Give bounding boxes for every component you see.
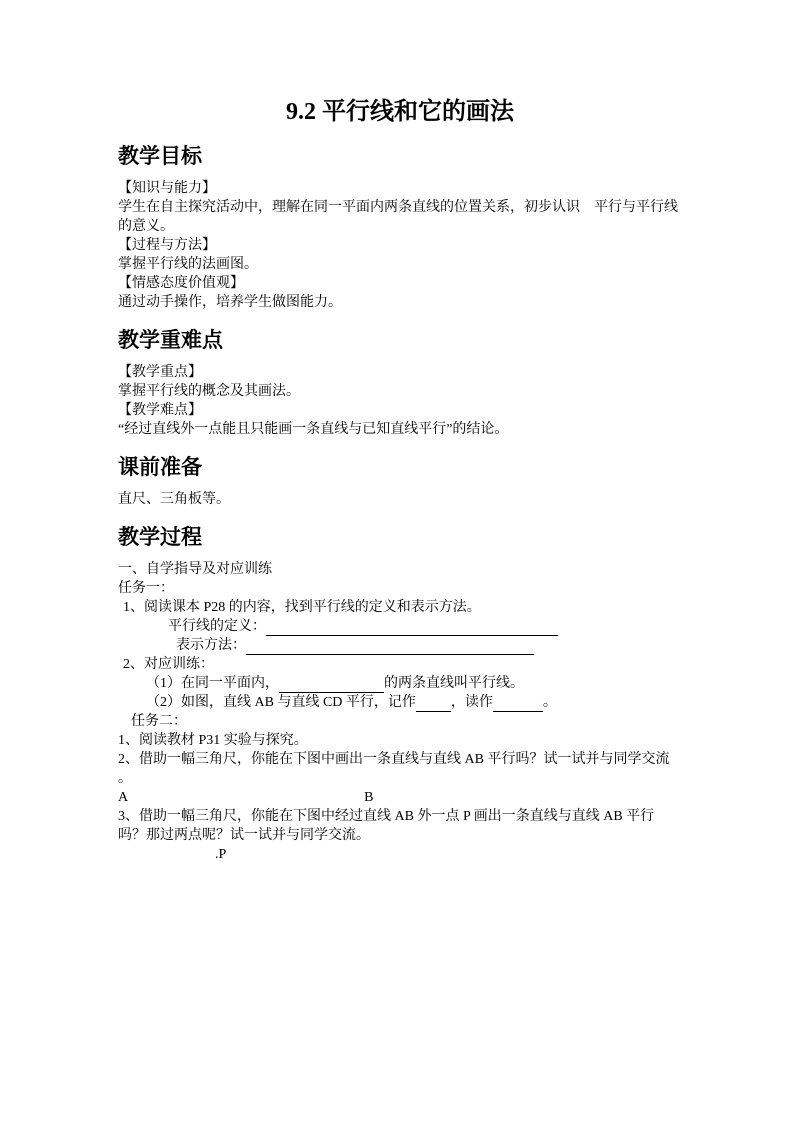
exercise-2-blank-1 (416, 696, 451, 712)
task1-item1: 1、阅读课本 P28 的内容，找到平行线的定义和表示方法。 (123, 600, 481, 615)
section-heading-objectives: 教学目标 (118, 144, 202, 168)
objectives-knowledge-label: 【知识与能力】 (118, 181, 216, 196)
representation-blank (246, 639, 534, 655)
representation-label: 表示方法： (176, 638, 246, 653)
objectives-emotion-text: 通过动手操作，培养学生做图能力。 (118, 295, 342, 310)
exercise-2-blank-2 (493, 696, 543, 712)
keypoints-focus-label: 【教学重点】 (118, 365, 202, 380)
exercise-2 (118, 693, 682, 712)
definition-blank (266, 620, 558, 636)
task1-label: 任务一： (118, 581, 174, 596)
line-ab (118, 788, 682, 807)
preparation-text: 直尺、三角板等。 (118, 492, 230, 507)
point-a-label: A (118, 790, 129, 805)
task2-item1: 1、阅读教材 P31 实验与探究。 (118, 733, 308, 748)
process-intro: 一、自学指导及对应训练 (118, 562, 272, 577)
representation-line (118, 636, 682, 655)
exercise-1-pre: （1）在同一平面内， (146, 676, 279, 691)
exercise-1-blank (279, 677, 384, 693)
section-heading-preparation: 课前准备 (118, 455, 202, 479)
exercise-1 (118, 674, 682, 693)
objectives-knowledge-text: 学生在自主探究活动中，理解在同一平面内两条直线的位置关系，初步认识 平行与平行线的意义。 (118, 200, 678, 234)
point-b-label: B (364, 790, 374, 805)
keypoints-focus-text: 掌握平行线的概念及其画法。 (118, 384, 300, 399)
definition-line (118, 617, 682, 636)
exercise-2-pre: （2）如图，直线 AB 与直线 CD 平行，记作 (146, 695, 416, 710)
exercise-1-post: 的两条直线叫平行线。 (384, 676, 524, 691)
keypoints-difficulty-label: 【教学难点】 (118, 403, 202, 418)
objectives-method-text: 掌握平行线的法画图。 (118, 257, 258, 272)
section-heading-keypoints: 教学重难点 (118, 328, 223, 352)
task1-item2: 2、对应训练： (123, 657, 214, 672)
keypoints-difficulty-text: “经过直线外一点能且只能画一条直线与已知直线平行”的结论。 (118, 422, 509, 437)
objectives-method-label: 【过程与方法】 (118, 238, 216, 253)
section-heading-process: 教学过程 (118, 525, 202, 549)
document-title: 9.2 平行线和它的画法 (286, 99, 514, 125)
point-p-label: .P (215, 847, 227, 862)
task2-label: 任务二： (131, 714, 187, 729)
definition-label: 平行线的定义： (168, 619, 266, 634)
exercise-2-mid: ，读作 (450, 695, 493, 710)
exercise-2-post: 。 (542, 695, 557, 710)
task2-item3: 3、借助一幅三角尺，你能在下图中经过直线 AB 外一点 P 画出一条直线与直线 AB 平行吗？那过两点呢？试一试并与同学交流。 (118, 809, 655, 843)
task2-item2: 2、借助一幅三角尺，你能在下图中画出一条直线与直线 AB 平行吗？试一试并与同学交流 。 (118, 752, 670, 786)
objectives-emotion-label: 【情感态度价值观】 (118, 276, 244, 291)
